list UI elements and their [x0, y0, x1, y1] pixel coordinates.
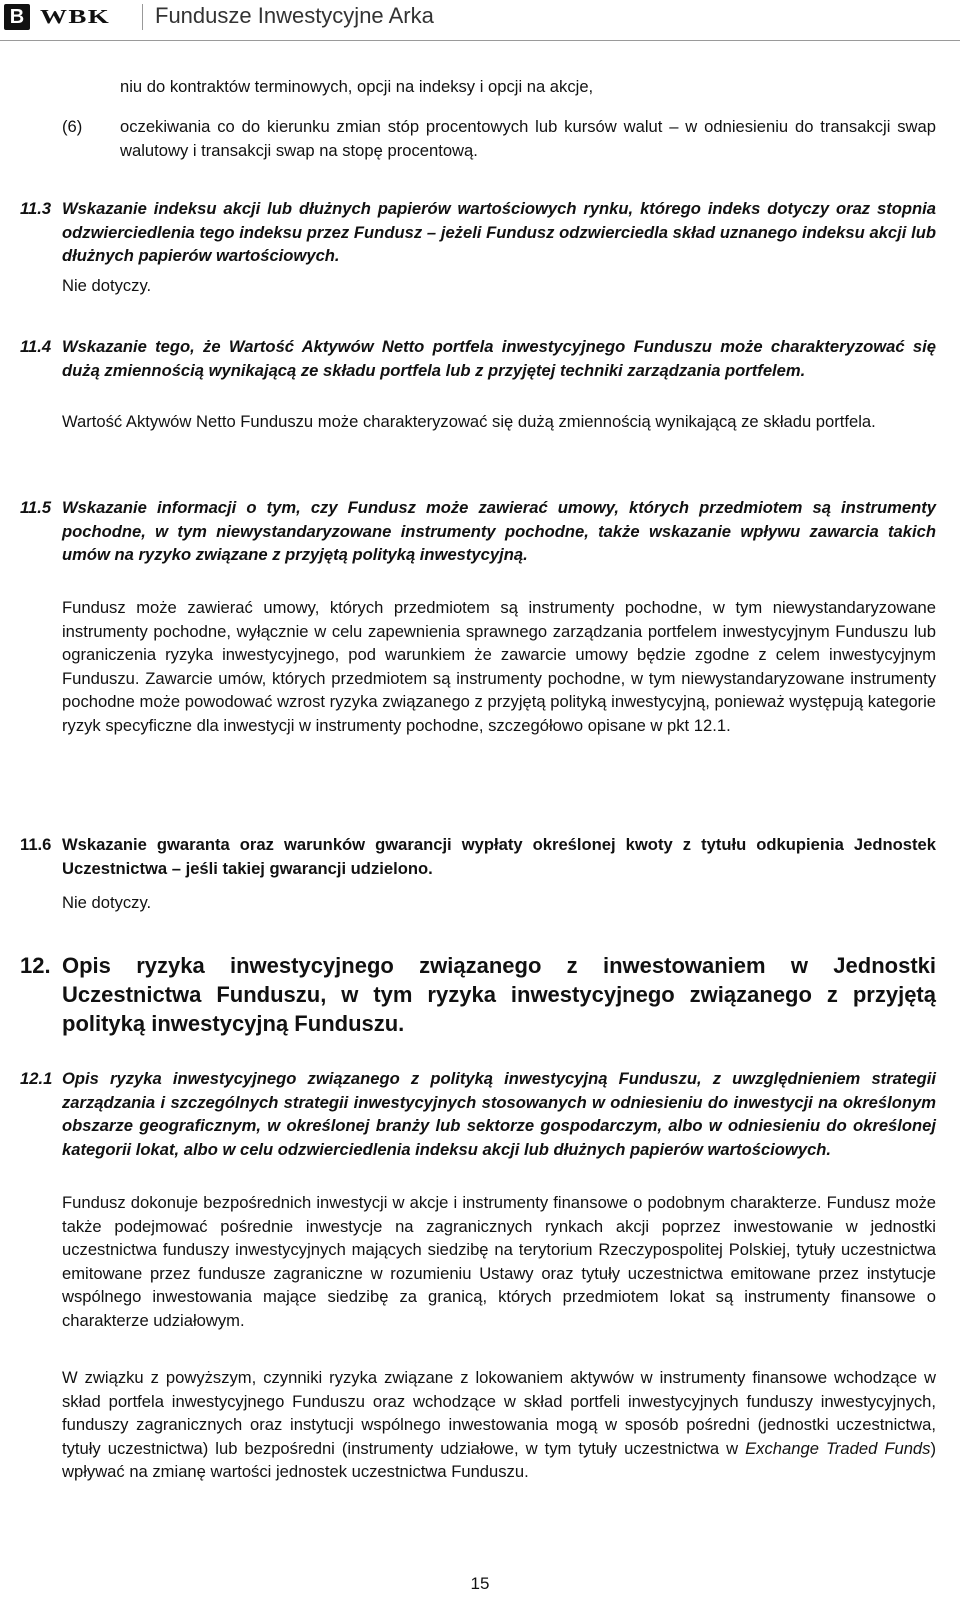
page-number: 15: [470, 1574, 490, 1593]
list-item-6-number: (6): [62, 117, 83, 136]
section-11-6-body: Nie dotyczy.: [62, 893, 152, 912]
list-item-5-continuation: niu do kontraktów terminowych, opcji na indeksy i opcji na akcje,: [120, 77, 594, 96]
section-11-5-number: 11.5: [20, 498, 52, 517]
section-11-3-heading: Wskazanie indeksu akcji lub dłużnych papierów wartościowych rynku, którego indeks dotyczy oraz stopnia odzwierciedlenia tego indeksu przez Fundusz – jeżeli Fundusz odzwierciedla skład uznanego indeksu akcji lub dłużnych papierów wartościowych.: [62, 199, 936, 265]
bank-logo-icon: B: [4, 4, 30, 30]
section-11-3-body: Nie dotyczy.: [62, 276, 152, 295]
section-12-1-number: 12.1: [20, 1069, 53, 1088]
section-12-1-body-2: [62, 1366, 936, 1484]
body-2-text-end: ) wpływać na zmianę wartości jednostek uczestnictwa Funduszu.: [62, 1438, 936, 1481]
section-11-6-number: 11.6: [20, 835, 52, 854]
section-11-4-number: 11.4: [20, 337, 52, 356]
page-header: [0, 0, 960, 41]
body-2-text-start: W związku z powyższym, czynniki ryzyka związane z lokowaniem aktywów w instrumenty finansowe wchodzące w skład portfela inwestycyjnego Funduszu oraz wchodzące w skład portfeli inwestycyjnych funduszy inwestycyjnych, funduszy zagranicznych oraz instytucji wspólnego inwestowania mogą w sposób pośredni (jednostki uczestnictwa, tytuły uczestnictwa) lub bezpośredni (instrumenty udziałowe, w tym tytuły uczestnictwa w: [62, 1368, 936, 1458]
section-12-1-heading: Opis ryzyka inwestycyjnego związanego z polityką inwestycyjną Funduszu, z uwzględnieniem strategii zarządzania i szczególnych strategii inwestycyjnych stosowanych w odniesieniu do inwestycji na określonym obszarze geograficznym, w określonej branży lub sektorze gospodarczym, albo w odniesieniu do określonej kategorii lokat, albo w celu odzwierciedlenia indeksu akcji lub dłużnych papierów wartościowych.: [62, 1069, 936, 1159]
section-11-5-heading: Wskazanie informacji o tym, czy Fundusz może zawierać umowy, których przedmiotem są instrumenty pochodne, w tym niewystandaryzowane instrumenty pochodne, także wskazanie wpływu zawarcia takich umów na ryzyko związane z przyjętą polityką inwestycyjną.: [62, 498, 936, 564]
section-12-1-body-1: Fundusz dokonuje bezpośrednich inwestycji w akcje i instrumenty finansowe o podobnym charakterze. Fundusz może także podejmować pośrednie inwestycje na zagranicznych rynkach akcji poprzez inwestowanie w jednostki uczestnictwa funduszy inwestycyjnych mających siedzibę na terytorium Rzeczypospolitej Polskiej, tytuły uczestnictwa emitowane przez fundusze zagraniczne w rozumieniu Ustawy oraz tytuły uczestnictwa emitowane przez instytucje wspólnego inwestowania mające siedzibę za granicą, których przedmiotem lokat są instrumenty finansowe o charakterze udziałowym.: [62, 1193, 936, 1330]
section-12-heading: Opis ryzyka inwestycyjnego związanego z inwestowaniem w Jednostki Uczestnictwa Funduszu, w tym ryzyka inwestycyjnego związanego z przyjętą polityką inwestycyjną Funduszu.: [62, 953, 936, 1036]
header-title: Fundusze Inwestycyjne Arka: [155, 3, 434, 28]
section-11-5-body: Fundusz może zawierać umowy, których przedmiotem są instrumenty pochodne, w tym niewystandaryzowane instrumenty pochodne, wyłącznie w celu zapewnienia sprawnego zarządzania portfelem inwestycyjnym Funduszu lub ograniczenia ryzyka inwestycyjnego, pod warunkiem że zawarcie umowy będzie zgodne z celem inwestycyjnym Funduszu. Zawarcie umów, których przedmiotem są instrumenty pochodne, w tym niewystandaryzowane instrumenty pochodne może powodować wzrost ryzyka związanego z przyjętą polityką inwestycyjną, ponieważ występują kategorie ryzyk specyficzne dla inwestycji w instrumenty pochodne, szczegółowo opisane w pkt 12.1.: [62, 598, 936, 735]
header-divider: [142, 4, 143, 30]
body-2-italic-term: Exchange Traded Funds: [745, 1438, 931, 1458]
section-11-3-number: 11.3: [20, 199, 52, 218]
section-12-number: 12.: [20, 953, 51, 978]
section-11-4-heading: Wskazanie tego, że Wartość Aktywów Netto portfela inwestycyjnego Funduszu może charakteryzować się dużą zmiennością wynikającą ze składu portfela lub z przyjętej techniki zarządzania portfelem.: [62, 337, 936, 380]
section-11-6-heading: Wskazanie gwaranta oraz warunków gwarancji wypłaty określonej kwoty z tytułu odkupienia Jednostek Uczestnictwa – jeśli takiej gwarancji udzielono.: [62, 835, 936, 878]
list-item-6-text: oczekiwania co do kierunku zmian stóp procentowych lub kursów walut – w odniesieniu do transakcji swap walutowy i transakcji swap na stopę procentową.: [120, 117, 936, 160]
bank-logo-wordmark: WBK: [40, 6, 111, 28]
section-11-4-body: Wartość Aktywów Netto Funduszu może charakteryzować się dużą zmiennością wynikającą ze składu portfela.: [62, 412, 876, 431]
